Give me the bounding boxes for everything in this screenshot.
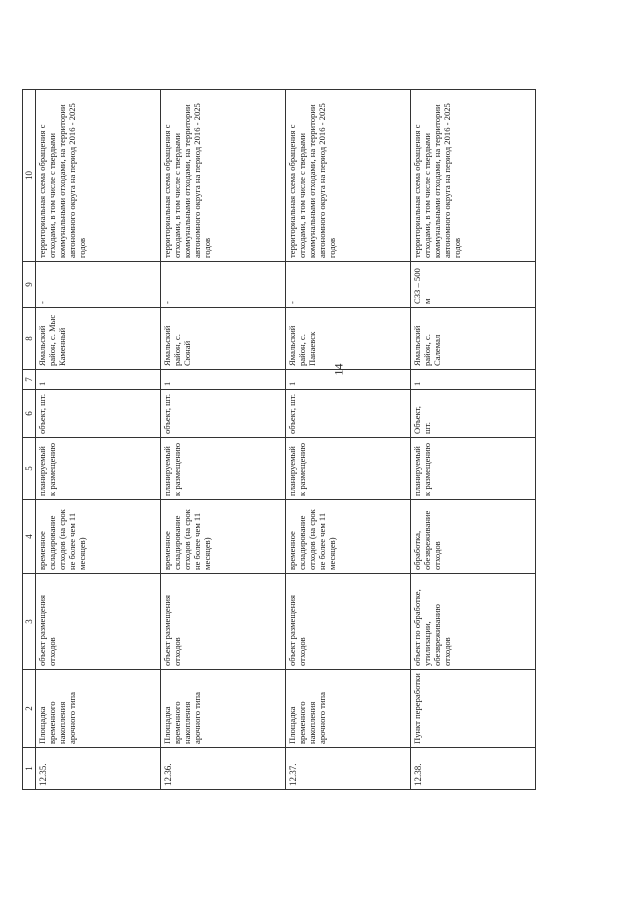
header-col-3: 3 [23,574,36,670]
object-count: 1 [36,370,161,390]
object-status: планируемый к размещению [411,438,536,500]
object-status: планируемый к размещению [36,438,161,500]
object-type: объект размещения отходов [161,574,286,670]
object-type: объект размещения отходов [36,574,161,670]
table-row [411,90,536,790]
object-zone: СЗЗ – 500 м [411,262,536,308]
page-number: 14 [331,363,346,376]
object-unit: объект, шт. [161,390,286,438]
objects-table [22,89,536,790]
object-basis: территориальная схема обращения с отходами, в том числе с твердыми коммунальными отходами, на территории автономного округа на период 2016 - 2025 годов [161,90,286,262]
header-col-7: 7 [23,370,36,390]
object-status: планируемый к размещению [161,438,286,500]
object-basis: территориальная схема обращения с отходами, в том числе с твердыми коммунальными отходами, на территории автономного округа на период 2016 - 2025 годов [36,90,161,262]
object-count: 1 [286,370,411,390]
object-name: Пункт переработки [411,670,536,748]
object-location: Ямальский район, с. Панаевск [286,308,411,370]
object-count: 1 [161,370,286,390]
object-zone: - [286,262,411,308]
object-purpose: обработка, обезвреживание отходов [411,500,536,574]
header-col-5: 5 [23,438,36,500]
row-number: 12.37. [286,748,411,790]
object-name: Площадка временного накопления арочного типа [36,670,161,748]
object-purpose: временное складирование отходов (на срок не более чем 11 месяцев) [161,500,286,574]
object-count: 1 [411,370,536,390]
object-basis: территориальная схема обращения с отходами, в том числе с твердыми коммунальными отходами, на территории автономного округа на период 2016 - 2025 годов [286,90,411,262]
table-row [36,90,161,790]
header-col-1: 1 [23,748,36,790]
object-purpose: временное складирование отходов (на срок не более чем 11 месяцев) [36,500,161,574]
row-number: 12.38. [411,748,536,790]
table-row [286,90,411,790]
row-number: 12.36. [161,748,286,790]
header-col-8: 8 [23,308,36,370]
object-zone: - [36,262,161,308]
header-col-9: 9 [23,262,36,308]
object-status: планируемый к размещению [286,438,411,500]
header-col-2: 2 [23,670,36,748]
header-col-10: 10 [23,90,36,262]
object-location: Ямальский район, с. Сюнай [161,308,286,370]
object-basis: территориальная схема обращения с отходами, в том числе с твердыми коммунальными отходами, на территории автономного округа на период 2016 - 2025 годов [411,90,536,262]
object-type: объект размещения отходов [286,574,411,670]
header-col-6: 6 [23,390,36,438]
object-location: Ямальский район, с. Салемал [411,308,536,370]
header-row [23,90,36,790]
object-name: Площадка временного накопления арочного типа [161,670,286,748]
header-col-4: 4 [23,500,36,574]
object-unit: Объект, шт. [411,390,536,438]
object-zone: - [161,262,286,308]
object-unit: объект, шт. [36,390,161,438]
object-purpose: временное складирование отходов (на срок не более чем 11 месяцев) [286,500,411,574]
row-number: 12.35. [36,748,161,790]
object-unit: объект, шт. [286,390,411,438]
object-name: Площадка временного накопления арочного типа [286,670,411,748]
object-location: Ямальский район, с. Мыс Каменный [36,308,161,370]
table-row [161,90,286,790]
object-type: объект по обработке, утилизации, обезвреживанию отходов [411,574,536,670]
